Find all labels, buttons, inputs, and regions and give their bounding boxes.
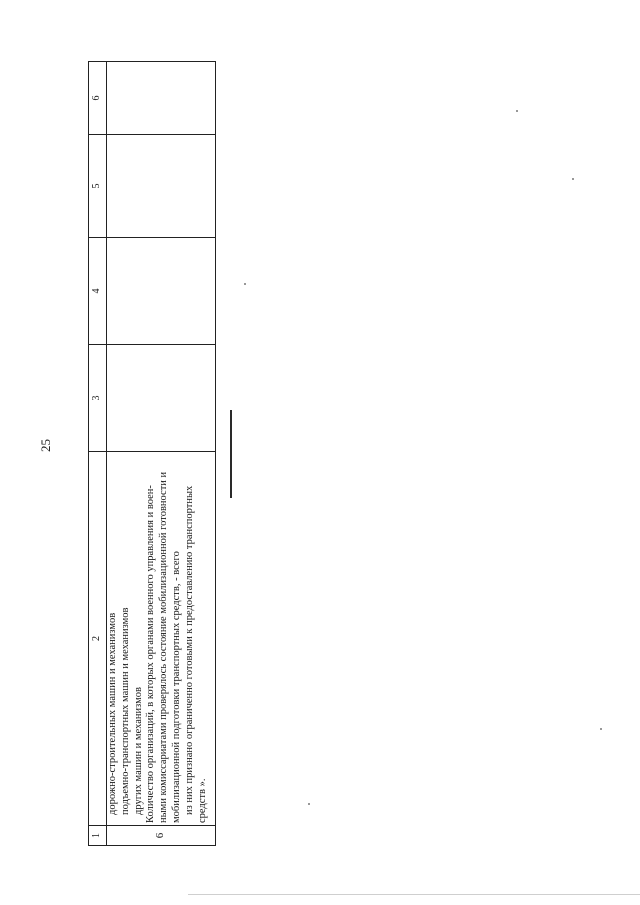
scan-speck (516, 110, 518, 112)
description-line: из них признано ограниченно готовыми к предоставлению транспортных (183, 485, 195, 815)
row-number: 6 (154, 832, 167, 839)
header-col-4: 4 (89, 238, 107, 345)
rotated-sheet (88, 62, 216, 846)
header-col-5: 5 (89, 135, 107, 238)
value-cell-col-3 (107, 345, 216, 452)
scan-speck (600, 728, 602, 730)
header-col-6: 6 (89, 62, 107, 135)
scan-speck (572, 178, 574, 180)
header-col-1: 1 (89, 826, 107, 846)
row-number-cell (107, 826, 216, 846)
description-line: ными комиссариатами проверялось состояние мобилизационной готовности и (158, 471, 170, 823)
description-cell (107, 452, 216, 826)
end-of-text-rule (230, 410, 232, 498)
table-row (107, 62, 216, 846)
value-cell-col-4 (107, 238, 216, 345)
header-col-2: 2 (89, 452, 107, 826)
description-line: других машин и механизмов (132, 687, 144, 815)
value-cell-col-6 (107, 62, 216, 135)
description-line: Количество организаций, в которых органами военного управления и воен- (145, 485, 157, 823)
scan-speck (244, 283, 246, 285)
scan-speck (308, 803, 310, 805)
header-row (89, 62, 107, 846)
description-line: мобилизационной подготовки транспортных средств, - всего (170, 551, 182, 823)
value-cell-col-5 (107, 135, 216, 238)
page-number: 25 (38, 439, 53, 452)
description-line: дорожно-строительных машин и механизмов (107, 612, 118, 815)
header-col-3: 3 (89, 345, 107, 452)
data-table (88, 61, 216, 846)
scan-edge-line (188, 894, 640, 895)
description-line: средств ». (196, 778, 208, 823)
description-line: подъемно-транспортных машин и механизмов (119, 607, 131, 815)
